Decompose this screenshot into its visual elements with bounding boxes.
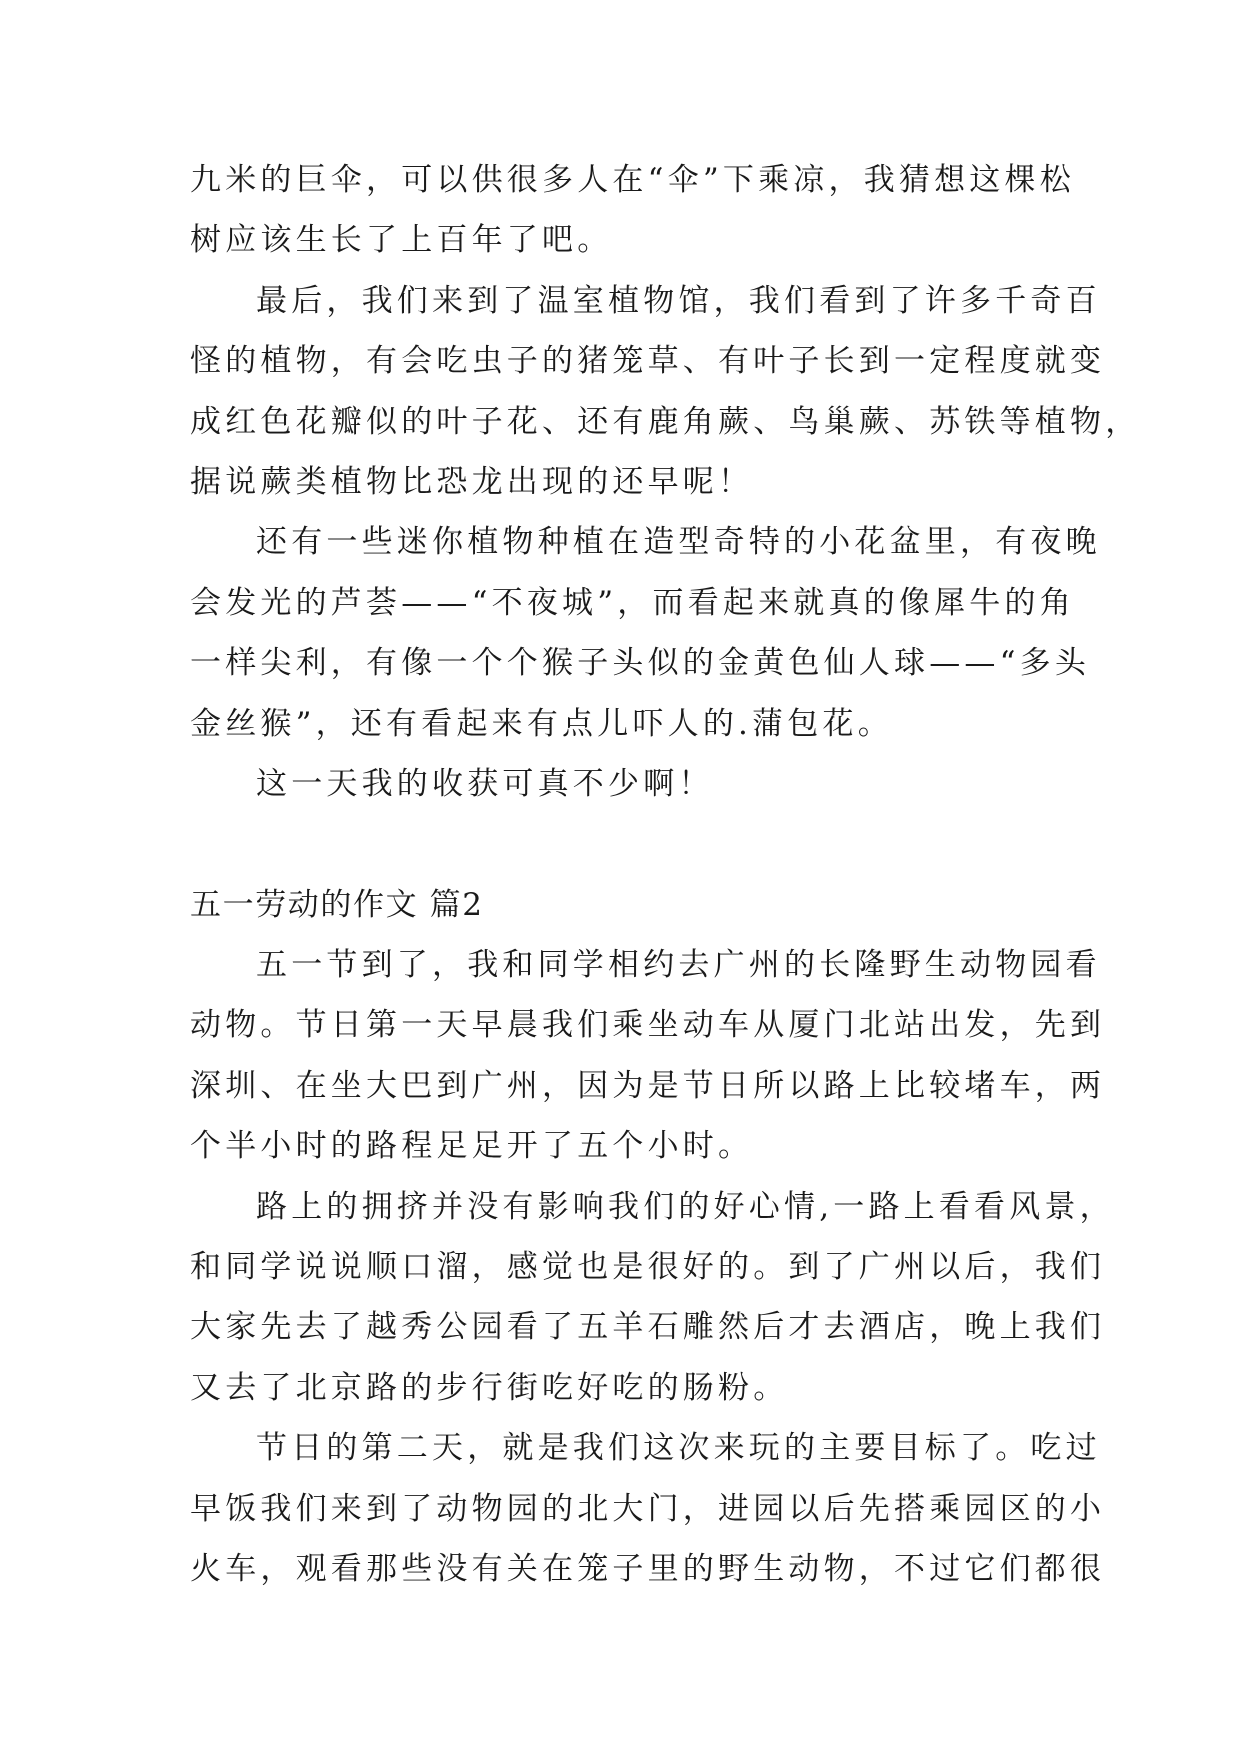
text-line: 据说蕨类植物比恐龙出现的还早呢！ [190,463,754,500]
paragraph [190,754,1060,814]
paragraph [190,935,1106,1177]
text-line: 早饭我们来到了动物园的北大门，进园以后先搭乘园区的小 [190,1490,1106,1527]
paragraph [190,271,1141,513]
text-line: 金丝猴”，还有看起来有点儿吓人的.蒲包花。 [190,705,893,742]
text-line: 怪的植物，有会吃虫子的猪笼草、有叶子长到一定程度就变 [190,343,1106,380]
text-line: 这一天我的收获可真不少啊！ [256,765,714,802]
text-line: 还有一些迷你植物种植在造型奇特的小花盆里，有夜晚 [256,524,1101,561]
text-line: 五一节到了，我和同学相约去广州的长隆野生动物园看 [256,947,1101,984]
text-line: 节日的第二天，就是我们这次来玩的主要目标了。吃过 [256,1430,1101,1467]
paragraph [190,1418,1106,1599]
document-page [190,150,1141,1599]
text-line: 路上的拥挤并没有影响我们的好心情,一路上看看风景， [256,1188,1115,1225]
text-line: 最后，我们来到了温室植物馆，我们看到了许多千奇百 [256,282,1101,319]
text-line: 又去了北京路的步行街吃好吃的肠粉。 [190,1369,789,1406]
section-heading: 五一劳动的作文 篇2 [190,886,484,923]
text-line: 和同学说说顺口溜，感觉也是很好的。到了广州以后，我们 [190,1249,1106,1286]
paragraph-spacer [190,814,1060,874]
paragraph [190,512,1101,754]
text-line: 一样尖利，有像一个个猴子头似的金黄色仙人球——“多头 [190,645,1091,682]
text-line: 会发光的芦荟——“不夜城”，而看起来就真的像犀牛的角 [190,584,1075,621]
text-line: 火车，观看那些没有关在笼子里的野生动物，不过它们都很 [190,1550,1106,1587]
text-line: 个半小时的路程足足开了五个小时。 [190,1128,754,1165]
text-line: 大家先去了越秀公园看了五羊石雕然后才去酒店，晚上我们 [190,1309,1106,1346]
text-line: 动物。节日第一天早晨我们乘坐动车从厦门北站出发，先到 [190,1007,1106,1044]
text-line: 成红色花瓣似的叶子花、还有鹿角蕨、鸟巢蕨、苏铁等植物， [190,403,1141,440]
text-line: 树应该生长了上百年了吧。 [190,222,613,259]
paragraph [190,150,1075,271]
text-line: 深圳、在坐大巴到广州，因为是节日所以路上比较堵车，两 [190,1067,1106,1104]
paragraph [190,1177,1115,1419]
text-line: 九米的巨伞，可以供很多人在“伞”下乘凉，我猜想这棵松 [190,162,1075,198]
